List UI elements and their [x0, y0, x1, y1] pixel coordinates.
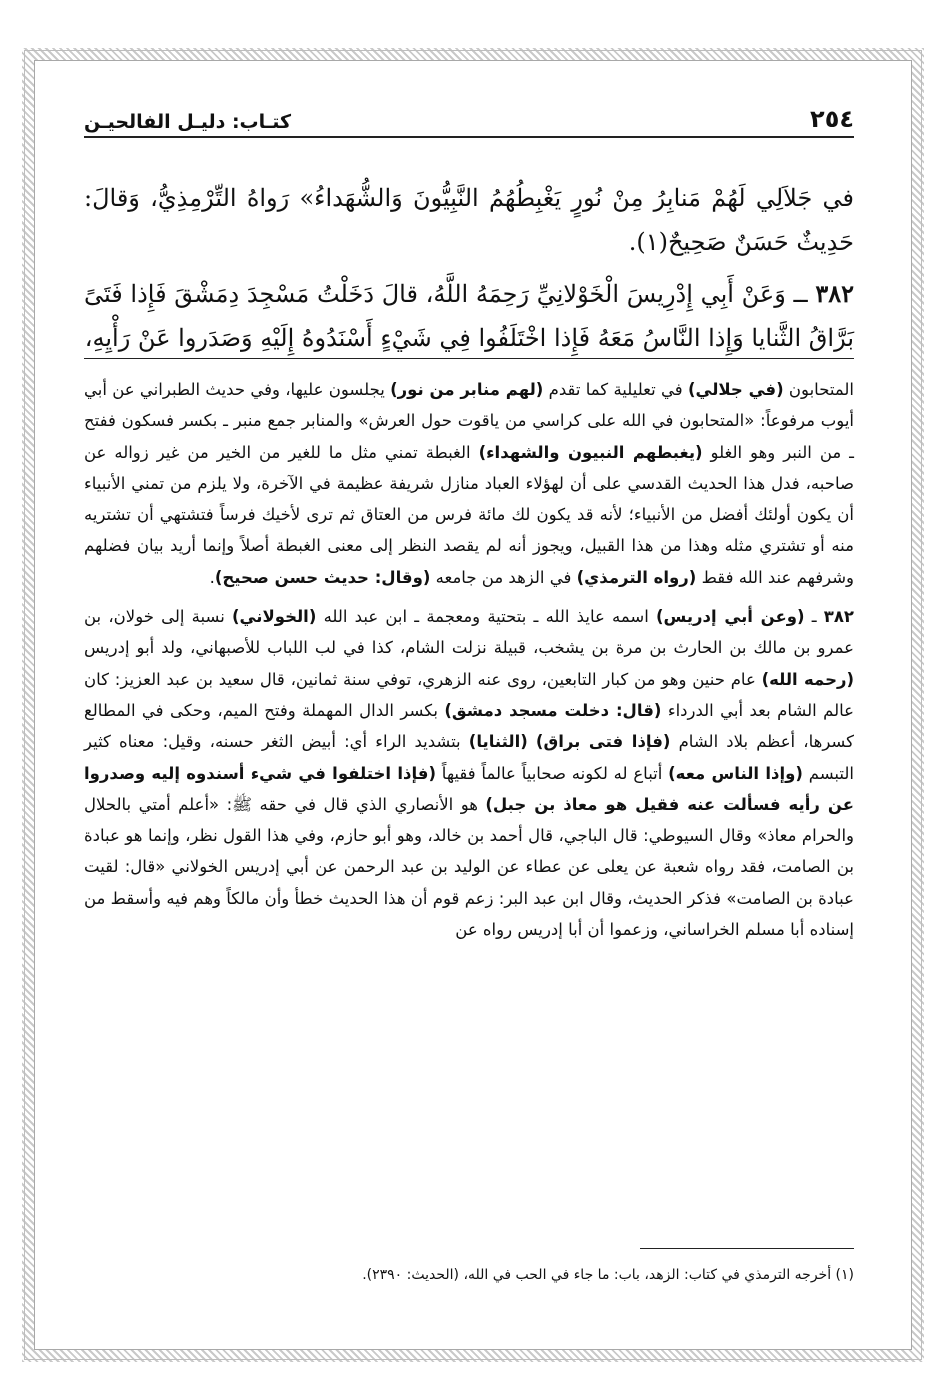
commentary-text-span: ـ [804, 607, 824, 627]
footnote: (١) أخرجه الترمذي في كتاب: الزهد، باب: ما جاء في الحب في الله، (الحديث: ٢٣٩٠). [362, 1267, 854, 1283]
quoted-phrase: (وإذا الناس معه) [668, 763, 803, 783]
quoted-phrase: (وقال: حديث حسن صحيح) [214, 567, 431, 587]
commentary-paragraph-1 [84, 374, 854, 593]
header-rule [84, 136, 854, 138]
matn-hadith-text: ــ وَعَنْ أَبِي إِدْرِيسَ الْخَوْلانِيِّ رَحِمَهُ اللَّهُ، قالَ دَخَلْتُ مَسْجِدَ دِمَشْقَ فَإِذا فَتَىً بَرَّاقُ الثَّنايا وَإِذا النَّاسُ مَعَهُ فَإِذا اخْتَلَفُوا فِي شَيْءٍ أَسْنَدُوهُ إِلَيْهِ وَصَدَروا عَنْ رَأْيِهِ، [84, 280, 854, 352]
quoted-phrase: (في جلالي) [687, 380, 784, 399]
quoted-phrase: (الثنايا) [468, 732, 528, 752]
matn-text [84, 176, 854, 368]
quoted-phrase: (فإذا اختلفوا في شيء أسندوه إليه وصدروا عن رأيه فسألت عنه فقيل هو معاذ بن جبل) [84, 763, 854, 814]
commentary-text-span: هو الأنصاري الذي قال في حقه ﷺ: «أعلم أمتي بالحلال والحرام معاذ» وقال السيوطي: قال الباجي، قال أحمد بن خالد، وهو أبو حازم، وفي هذا القول نظر، وإنما هو عبادة بن الصامت، فقد رواه شعبة عن يعلى عن عطاء عن الوليد بن عبد الرحمن عن أبي إدريس الخولاني «قال: لقيت عبادة بن الصامت» فذكر الحديث، وقال ابن عبد البر: زعم قوم أن هذا الحديث خطأ وأن مالكاً وهم فيه وأسقط من إسناده أبا مسلم الخراساني، وزعموا أن أبا إدريس رواه عن [84, 794, 854, 940]
book-title: كتـاب: دليـل الفالحيـن [84, 111, 292, 133]
commentary-text-span: . [209, 567, 215, 587]
footnote-rule [640, 1248, 854, 1249]
commentary-text-span: بكسر الدال المهملة وفتح الميم، وحكى في المطالع كسرها، أعظم بلاد الشام [84, 700, 854, 752]
quoted-phrase: (رواه الترمذي) [576, 567, 697, 587]
commentary-hadith-number: ٣٨٢ [823, 607, 854, 627]
commentary-text-span: عام حنين وهو من كبار التابعين، روى عنه الزهري، توفي سنة ثمانين، قال سعيد بن عبد العزيز: كان عالم الشام بعد أبي الدرداء [84, 669, 854, 720]
page-header [84, 95, 854, 133]
commentary-text-span: أتباع له لكونه صحابياً عالماً فقيهاً [436, 763, 669, 783]
section-separator [84, 358, 854, 359]
commentary-text-span: يجلسون عليها، وفي حديث الطبراني عن أبي أيوب مرفوعاً: «المتحابون في الله على كراسي من ياقوت حول العرش» والمنابر جمع منبر ـ بكسر فسكون ففتح ـ من النبر وهو الغلو [84, 380, 854, 462]
quoted-phrase: (لهم منابر من نور) [390, 380, 544, 399]
commentary-text-span: نسبة إلى خولان، بن عمرو بن مالك بن الحارث بن مرة بن يشخب، قبيلة نزلت الشام، كذا في لب اللباب للأصبهاني، ولد أبو إدريس [84, 607, 854, 658]
page-number: ٢٥٤ [810, 105, 854, 133]
matn-paragraph-2 [84, 272, 854, 360]
commentary-text-span: في الزهد من جامعه [430, 567, 577, 587]
commentary-text-span: في تعليلية كما تقدم [543, 380, 688, 399]
quoted-phrase: (قال: دخلت مسجد دمشق) [444, 700, 662, 720]
commentary-text-span: بتشديد الراء أي: أبيض الثغر حسنه، وقيل: معناه كثير التبسم [84, 732, 854, 783]
quoted-phrase: (فإذا فتى براق) [535, 732, 671, 752]
commentary-text [84, 374, 854, 953]
commentary-text-span: اسمه عايذ الله ـ بتحتية ومعجمة ـ ابن عبد الله [316, 607, 656, 627]
hadith-number: ٣٨٢ [815, 279, 854, 308]
commentary-text-span [528, 732, 536, 751]
matn-paragraph-1: في جَلاَلِي لَهُمْ مَنابِرُ مِنْ نُورٍ يَغْبِطُهُمُ النَّبِيُّونَ وَالشُّهَداءُ» رَواهُ التِّرْمِذِيُّ، وَقالَ: حَدِيثٌ حَسَنٌ صَحِيحٌ(١). [84, 184, 854, 256]
commentary-text-span: الغبطة تمني مثل ما للغير من الخير من غير زواله عن صاحبه، فدل هذا الحديث القدسي على أن لهؤلاء العباد منازل شريفة عظيمة في الآخرة، ولا يلزم من تمني الأنبياء أن يكون أولئك أفضل من الأنبياء؛ لأنه قد يكون لك مائة فرس من العتاق ثم ترى لأخيك فرساً فتشتهي أن تشتريه منه أو تشتري مثله وهذا من هذا القبيل، ويجوز أنه لم يقصد النظر إلى معنى الغبطة أصلاً وإنما أريد بيان فضلهم وشرفهم عند الله فقط [84, 442, 854, 587]
commentary-paragraph-2 [84, 601, 854, 945]
commentary-text-span: المتحابون [783, 380, 854, 399]
quoted-phrase: (الخولاني) [232, 607, 317, 627]
quoted-phrase: (وعن أبي إدريس) [656, 607, 805, 627]
quoted-phrase: (يغبطهم النبيون والشهداء) [478, 442, 703, 462]
quoted-phrase: (رحمه الله) [761, 669, 854, 689]
